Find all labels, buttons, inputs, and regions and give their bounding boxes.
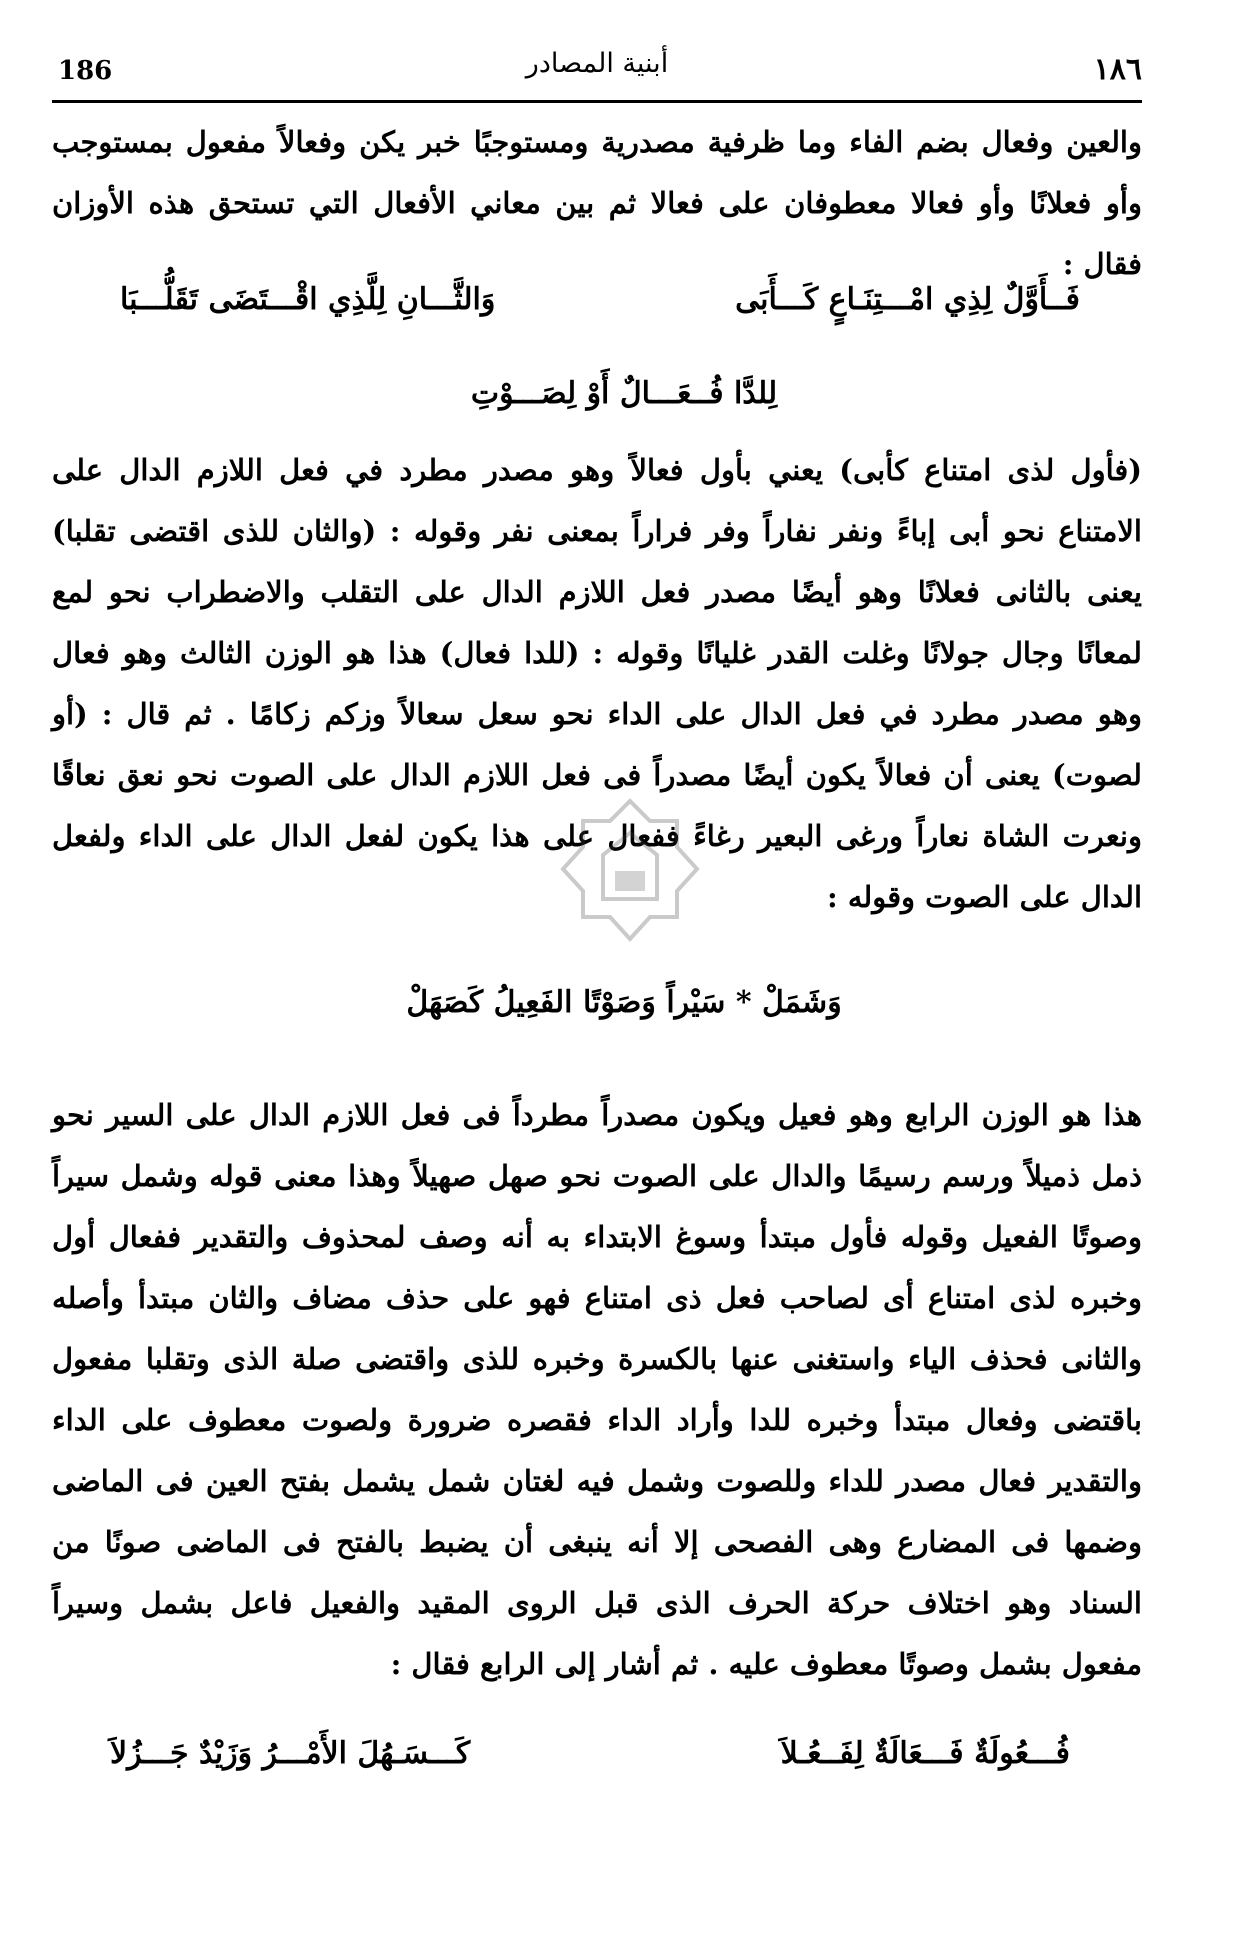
verse-line-3: وَشَمَلْ * سَيْراً وَصَوْتًا الفَعِيلُ كَصَهَلْ (406, 985, 842, 1020)
library-stamp-watermark (555, 795, 705, 955)
verse-4-first-hemistich: فُـــعُولَةٌ فَـــعَالَةٌ لِفَــعُـلاَ (780, 1736, 1070, 1771)
page-number-latin: 186 (58, 56, 113, 86)
verse-1-first-hemistich: فَــأَوَّلٌ لِذِي امْـــتِنَـاعٍ كَـــأَبَى (735, 282, 1080, 317)
verse-1-second-hemistich: وَالثَّـــانِ لِلَّذِي اقْـــتَضَى تَقَلُّـــبَا (120, 282, 496, 317)
verse-4-second-hemistich: كَـــسَـهُلَ الأَمْـــرُ وَزَيْدٌ جَـــزُلاَ (110, 1736, 471, 1771)
running-title: أبنية المصادر (525, 48, 669, 79)
verse-line-1 (120, 282, 1080, 342)
verse-line-2: لِلدَّا فُــعَـــالٌ أَوْ لِصَـــوْتِ (470, 376, 778, 411)
verse-line-4 (110, 1736, 1070, 1796)
paragraph-3: هذا هو الوزن الرابع وهو فعيل ويكون مصدراً مطرداً فى فعل اللازم الدال على السير نحو ذمل ذميلاً ورسم رسيمًا والدال على الصوت نحو صهل صهيلاً وهذا معنى قوله وشمل سيراً وصوتًا الفعيل وقوله فأول مبتدأ وسوغ الابتداء به أنه وصف لمحذوف والتقدير ففعال أول وخبره لذى امتناع أى لصاحب فعل ذى امتناع فهو على حذف مضاف والثان مبتدأ وأصله والثانى فحذف الياء واستغنى عنها بالكسرة وخبره للذى واقتضى صلة الذى وتقلبا مفعول باقتضى وفعال مبتدأ وخبره للدا وأراد الداء فقصره ضرورة ولصوت معطوف على الداء والتقدير فعال مصدر للداء وللصوت وشمل فيه لغتان شمل يشمل بفتح العين فى الماضى وضمها فى المضارع وهى الفصحى إلا أنه ينبغى أن يضبط بالفتح فى الماضى صونًا من السناد وهو اختلاف حركة الحرف الذى قبل الروى المقيد والفعيل فاعل بشمل وسيراً مفعول بشمل وصوتًا معطوف عليه . ثم أشار إلى الرابع فقال : (52, 1098, 1142, 1681)
paragraph-2: (فأول لذى امتناع كأبى) يعني بأول فعالاً وهو مصدر مطرد في فعل اللازم الدال على الامتناع نحو أبى إباءً ونفر نفاراً وفر فراراً بمعنى نفر وقوله : (والثان للذى اقتضى تقلبا) يعنى بالثانى فعلانًا وهو أيضًا مصدر فعل اللازم الدال على التقلب والاضطراب نحو لمع لمعانًا وجال جولانًا وغلت القدر غليانًا وقوله : (للدا فعال) هذا هو الوزن الثالث وهو فعال وهو مصدر مطرد في فعل الدال على الداء نحو سعل سعالاً وزكم زكامًا . ثم قال : (أو لصوت) يعنى أن فعالاً يكون أيضًا مصدراً فى فعل اللازم الدال على الصوت نحو نعق نعاقًا ونعرت الشاة نعاراً ورغى البعير رغاءً ففعال على هذا يكون لفعل الدال على الداء ولفعل الدال على الصوت وقوله : (52, 453, 1142, 914)
paragraph-1: والعين وفعال بضم الفاء وما ظرفية مصدرية ومستوجبًا خبر يكن وفعالاً مفعول بمستوجب وأو فعلانًا وأو فعالا معطوفان على فعالا ثم بين معاني الأفعال التي تستحق هذه الأوزان فقال : (52, 125, 1142, 281)
page-number-arabic: ١٨٦ (1093, 52, 1142, 87)
page-header (52, 44, 1142, 103)
